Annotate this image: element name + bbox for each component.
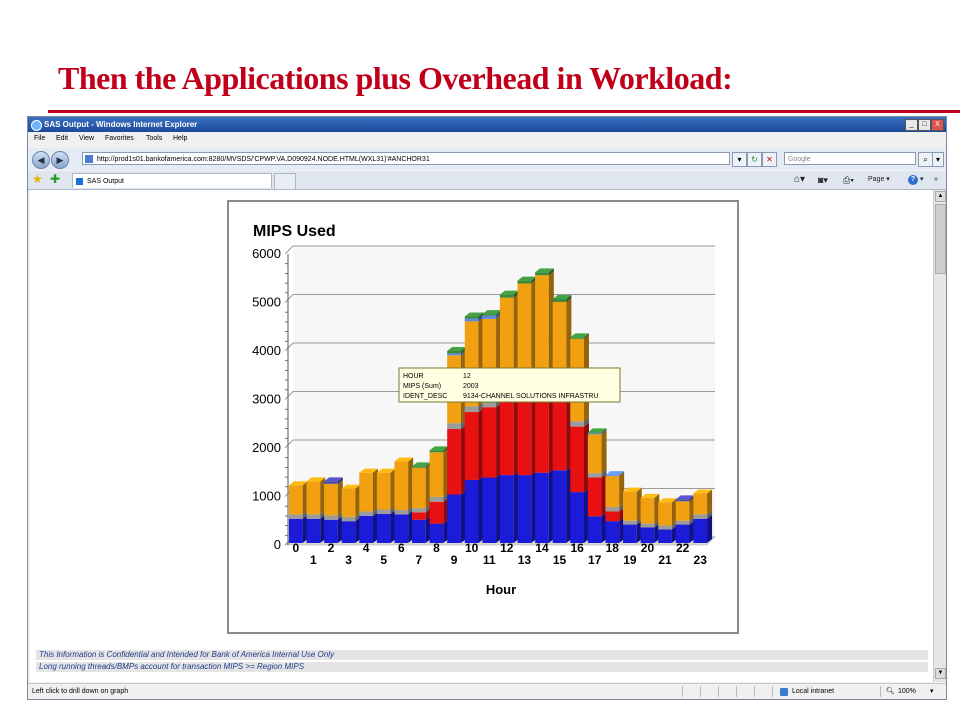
back-icon[interactable]: ◀ [32,151,50,169]
bar-segment[interactable] [465,406,479,412]
search-options-icon[interactable]: ▾ [932,152,944,167]
bar-segment[interactable] [553,302,567,370]
bar-segment[interactable] [324,484,338,516]
y-tick-label: 4000 [252,343,281,358]
bar-segment[interactable] [430,497,444,502]
bar-segment[interactable] [447,423,461,429]
bar-segment[interactable] [289,519,303,543]
zoom-icon[interactable]: 🔍︎ [886,688,895,695]
tooltip-key-ident: IDENT_DESC [403,393,448,400]
x-tick-label: 4 [362,541,370,555]
search-icon[interactable]: ⌕ [918,152,933,167]
address-bar [28,148,946,170]
status-bar [28,683,946,700]
x-tick-label: 18 [605,541,619,555]
tools-menu-icon[interactable]: ? ▾ [908,171,923,189]
bar-segment[interactable] [412,520,426,543]
x-tick-label: 11 [482,553,496,567]
bar-segment[interactable] [605,476,619,507]
y-tick-label: 2000 [252,440,281,455]
x-tick-label: 7 [415,553,423,567]
bar-segment[interactable] [623,521,637,525]
bar-segment[interactable] [570,492,584,543]
menu-tools[interactable]: Tools [146,135,163,142]
bar-segment[interactable] [693,514,707,518]
bar-segment[interactable] [324,515,338,519]
y-tick-label: 3000 [252,391,281,407]
x-tick-label: 15 [552,553,567,567]
bar-segment-side [602,430,607,473]
zoom-dropdown-icon[interactable]: ▾ [930,688,934,695]
bar-segment[interactable] [394,514,408,543]
bar-segment[interactable] [482,316,496,319]
x-tick-label: 17 [588,553,602,567]
bar-segment[interactable] [518,475,532,543]
bar-segment[interactable] [553,470,567,543]
bar-segment[interactable] [676,521,690,525]
bar-segment[interactable] [465,318,479,321]
refresh-icon[interactable]: ↻ [747,152,762,167]
chart-title: MIPS Used [253,223,336,240]
status-divider [880,686,881,697]
status-divider [736,686,737,697]
menu-bar [28,132,946,146]
bar-segment[interactable] [447,495,461,544]
bar-segment[interactable] [570,337,584,338]
url-field[interactable] [82,152,730,165]
bar-segment[interactable] [605,475,619,476]
bar-segment[interactable] [482,314,496,315]
slide-title: Then the Applications plus Overhead in Workload: [58,60,733,96]
bar-segment[interactable] [641,498,655,524]
bar-segment[interactable] [447,429,461,494]
bar-segment[interactable] [500,475,514,543]
bar-segment[interactable] [430,450,444,452]
tab-bar [28,171,946,190]
status-text: Left click to drill down on graph [32,688,129,695]
x-tick-label: 12 [500,541,514,555]
chart-frame [227,200,739,634]
x-axis-label: Hour [485,582,517,597]
bar-segment[interactable] [394,510,408,514]
home-icon[interactable]: ⌂▾ [794,174,806,185]
tooltip-key-hour: HOUR [403,373,424,380]
bar-segment[interactable] [307,514,321,518]
gridline-side [285,295,293,303]
menu-view[interactable]: View [79,135,95,142]
bar-segment[interactable] [500,402,514,475]
bar-segment[interactable] [412,512,426,519]
minimize-button[interactable]: _ [905,119,918,131]
mips-chart[interactable] [229,202,737,632]
bar-segment[interactable] [693,519,707,543]
zoom-level[interactable]: 100% [898,688,916,695]
gridline-side [285,392,293,400]
bar-segment[interactable] [518,281,532,284]
bar-segment[interactable] [623,492,637,521]
bar-segment-side [707,515,712,543]
bar-segment[interactable] [518,393,532,475]
feeds-icon[interactable]: ◙▾ [818,175,828,185]
tooltip-value-hour: 12 [463,373,471,380]
scroll-down-icon[interactable]: ▼ [935,668,946,679]
bar-segment[interactable] [359,473,373,512]
bar-segment[interactable] [676,499,690,501]
status-divider [772,686,773,697]
bar-segment[interactable] [658,502,672,525]
page-menu[interactable]: Page ▾ [868,176,890,183]
bar-segment[interactable] [605,511,619,521]
bar-segment[interactable] [605,507,619,511]
close-button[interactable]: X [931,119,944,131]
x-tick-label: 10 [464,541,479,555]
bar-segment-side [707,490,712,515]
bar-segment[interactable] [588,432,602,433]
x-tick-label: 22 [675,541,690,555]
tooltip-value-ident: 9134-CHANNEL SOLUTIONS INFRASTRU [463,393,599,400]
favorites-star-icon[interactable]: ★ [32,172,43,186]
bar-segment[interactable] [289,514,303,518]
bar-segment[interactable] [553,299,567,302]
bar-segment[interactable] [447,351,461,353]
bar-segment[interactable] [377,514,391,543]
menu-favorites[interactable]: Favorites [105,135,134,142]
bar-segment[interactable] [394,462,408,511]
bar-segment[interactable] [570,427,584,492]
x-tick-label: 0 [292,541,300,555]
new-tab-button[interactable] [274,173,296,189]
x-tick-label: 13 [517,553,532,567]
bar-segment[interactable] [641,524,655,528]
x-tick-label: 2 [327,541,335,555]
stop-icon[interactable]: ✕ [762,152,777,167]
gridline-side [285,343,293,351]
y-tick-label: 0 [273,537,281,552]
tab-sas-output[interactable] [72,173,272,188]
zone-text: Local intranet [792,688,835,695]
bar-segment[interactable] [588,434,602,473]
bar-segment[interactable] [500,295,514,298]
gridline-side [285,246,293,254]
sas-icon [76,178,83,185]
bar-segment[interactable] [359,511,373,515]
x-tick-label: 1 [310,553,317,567]
url-text: http://prod1s01.bankofamerica.com:8280/MVSDS/'CPWP.VA.D090924.NODE.HTML(WXL31)'#ANCHOR31 [97,156,430,163]
add-favorite-icon[interactable]: ✚ [50,172,61,186]
x-tick-label: 19 [623,553,637,567]
bar-segment[interactable] [342,517,356,521]
window-title: SAS Output - Windows Internet Explorer [44,120,198,129]
title-divider [48,110,960,113]
bar-segment[interactable] [465,412,479,480]
bar-segment[interactable] [588,478,602,517]
scroll-up-icon[interactable]: ▲ [935,191,946,202]
bar-segment[interactable] [588,433,602,434]
status-divider [718,686,719,697]
bar-segment[interactable] [289,485,303,514]
bar-segment[interactable] [588,516,602,543]
maximize-button[interactable]: □ [918,119,931,131]
bar-segment[interactable] [465,480,479,543]
x-tick-label: 6 [397,541,405,555]
x-tick-label: 9 [450,553,458,567]
status-divider [754,686,755,697]
vertical-scrollbar[interactable] [933,190,947,682]
confidential-footnote: This Information is Confidential and Intended for Bank of America Internal Use Only [36,650,928,660]
bar-segment[interactable] [447,353,461,355]
x-tick-label: 14 [535,541,549,555]
menu-help[interactable]: Help [173,135,188,142]
chevron-more-icon[interactable]: » [934,176,938,183]
bar-segment[interactable] [570,421,584,426]
bar-segment[interactable] [482,478,496,543]
scroll-thumb[interactable] [935,204,946,274]
bar-segment[interactable] [535,275,549,379]
bar-segment[interactable] [412,508,426,512]
bar-segment[interactable] [412,468,426,508]
page-content [30,190,933,682]
bar-segment[interactable] [307,519,321,543]
x-tick-label: 8 [433,541,440,555]
bar-segment[interactable] [676,501,690,520]
bar-segment[interactable] [307,481,321,514]
bar-segment[interactable] [465,317,479,319]
bar-segment[interactable] [693,494,707,515]
tooltip-value-mips: 2003 [463,383,479,390]
tooltip-key-mips: MIPS (Sum) [403,383,442,390]
forward-icon[interactable]: ▶ [51,151,69,169]
bar-segment[interactable] [430,502,444,524]
y-tick-label: 6000 [252,246,281,261]
bar-segment[interactable] [535,272,549,275]
bar-segment[interactable] [658,526,672,530]
status-divider [682,686,683,697]
ie-icon [31,120,42,131]
bar-segment[interactable] [359,516,373,543]
hover-tooltip [399,368,620,402]
bar-segment[interactable] [342,521,356,543]
gridline-side [285,440,293,448]
window-titlebar [28,117,946,132]
y-tick-label: 1000 [252,488,281,504]
bar-segment[interactable] [535,473,549,543]
x-tick-label: 16 [570,541,584,555]
bar-segment[interactable] [377,510,391,514]
browser-window [27,116,947,700]
bar-segment[interactable] [605,521,619,543]
x-tick-label: 20 [640,541,655,555]
x-tick-label: 5 [380,553,388,567]
y-tick-label: 5000 [252,294,281,310]
bar-segment[interactable] [430,452,444,497]
tab-label: SAS Output [87,178,124,185]
bar-segment[interactable] [412,466,426,467]
x-tick-label: 3 [345,553,352,567]
bar-segment[interactable] [588,473,602,477]
bar-segment[interactable] [324,481,338,483]
x-tick-label: 23 [693,553,707,567]
page-icon [85,155,93,163]
status-divider [700,686,701,697]
search-input[interactable]: Google [784,152,916,165]
dropdown-icon[interactable]: ▾ [732,152,747,167]
intranet-icon [780,688,788,696]
threads-footnote: Long running threads/BMPs account for transaction MIPS >= Region MIPS [36,662,928,672]
bar-segment[interactable] [324,520,338,543]
bar-segment[interactable] [342,489,356,517]
bar-segment[interactable] [623,525,637,543]
menu-edit[interactable]: Edit [56,135,69,142]
bar-segment[interactable] [377,473,391,510]
bar-segment[interactable] [658,529,672,543]
print-icon[interactable]: ⎙▾ [843,175,854,185]
x-tick-label: 21 [658,553,672,567]
bar-segment[interactable] [482,407,496,477]
menu-file[interactable]: File [34,135,46,142]
